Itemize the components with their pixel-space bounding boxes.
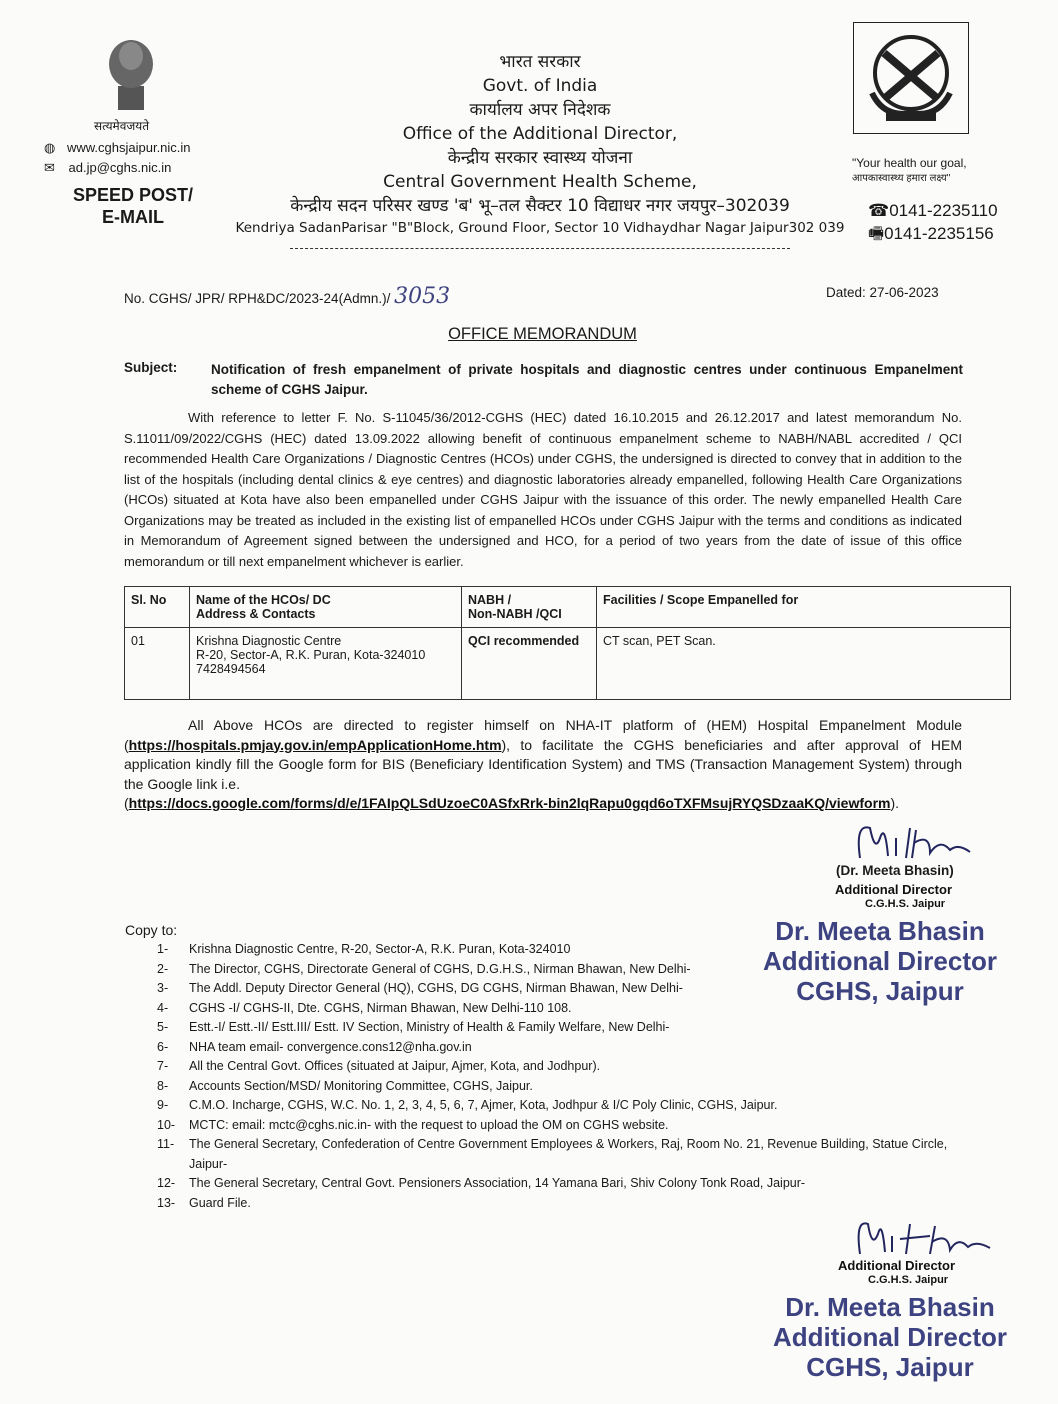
reference-number	[124, 284, 450, 309]
google-form-link[interactable]: https://docs.google.com/forms/d/e/1FAIpQLSdUzoeC0ASfxRrk-bin2lqRapu0gqd6oTXFMsujRYQSDzaaKQ/viewform	[128, 795, 891, 811]
fax-icon: 🖷	[868, 224, 885, 243]
item-number: 12-	[157, 1176, 176, 1190]
hem-link[interactable]: https://hospitals.pmjay.gov.in/empApplicationHome.htm	[128, 736, 502, 753]
cghs-logo-box	[853, 22, 969, 134]
stamp-line: Additional Director	[762, 946, 997, 976]
text: (	[124, 795, 129, 811]
copy-to-list	[157, 940, 963, 1213]
item-number: 7-	[157, 1059, 169, 1073]
copy-to-item	[157, 999, 963, 1019]
handwritten-signature	[830, 818, 980, 863]
col-name	[190, 587, 462, 628]
item-number: 11-	[157, 1137, 175, 1151]
official-stamp	[765, 1292, 1015, 1382]
letterhead-line: Govt. of India	[482, 76, 598, 96]
copy-to-item	[157, 979, 963, 999]
national-emblem-icon	[100, 36, 162, 114]
handwritten-number: 3053	[394, 284, 451, 309]
copy-to-item	[157, 1057, 963, 1077]
ref-text: No. CGHS/ JPR/ RPH&DC/2023-24(Admn.)/	[124, 291, 391, 306]
stamp-line: Dr. Meeta Bhasin	[785, 1292, 995, 1322]
item-number: 9-	[157, 1098, 169, 1112]
email-line	[44, 160, 171, 176]
signatory-name: (Dr. Meeta Bhasin)	[836, 863, 954, 878]
copy-to-item	[157, 1018, 963, 1038]
copy-to-item	[157, 960, 963, 980]
tagline-line: "Your health our goal,	[852, 156, 967, 170]
stamp-line: CGHS, Jaipur	[796, 976, 964, 1006]
hco-name: Krishna Diagnostic Centre	[196, 634, 342, 648]
item-number: 13-	[157, 1195, 176, 1210]
text: All Above HCOs are directed to register himself on NHA-IT platform of (HEM) Hospital Empanelment Module (	[124, 717, 962, 753]
letterhead-line: केन्द्रीय सदन परिसर खण्ड 'ब' भू–तल सैक्टर 10 विद्याधर नगर जयपुर–302039	[290, 196, 790, 216]
designation: Additional Director	[835, 882, 953, 897]
item-number: 5-	[157, 1020, 169, 1034]
item-number: 4-	[157, 1000, 169, 1015]
cell-facilities: CT scan, PET Scan.	[597, 628, 1011, 700]
item-text: Estt.-I/ Estt.-II/ Estt.III/ Estt. IV Section, Ministry of Health & Family Welfare, New Delhi-	[189, 1020, 670, 1034]
cell-sl: 01	[125, 628, 190, 700]
item-text: NHA team email- convergence.cons12@nha.gov.in	[189, 1039, 472, 1054]
stamp-line: Dr. Meeta Bhasin	[775, 916, 985, 946]
letterhead-line: केन्द्रीय सरकार स्वास्थ्य योजना	[447, 148, 633, 168]
envelope-icon: ✉	[44, 160, 55, 175]
letterhead	[230, 50, 850, 249]
signatory-designation	[838, 1258, 955, 1288]
email-link[interactable]: ad.jp@cghs.nic.in	[68, 160, 172, 175]
stamp-line: CGHS, Jaipur	[806, 1352, 974, 1382]
fax-number: 0141-2235156	[884, 224, 994, 243]
table-row	[125, 628, 1011, 700]
dispatch-line: E-MAIL	[102, 207, 164, 227]
dispatch-line: SPEED POST/	[72, 185, 194, 205]
globe-icon: ◍	[44, 140, 56, 155]
col-name-line: Name of the HCOs/ DC	[196, 593, 331, 607]
item-text: CGHS -I/ CGHS-II, Dte. CGHS, Nirman Bhawan, New Delhi-110 108.	[189, 1000, 572, 1015]
emblem-motto: सत्यमेवजयते	[94, 119, 150, 133]
phone-icon: ☎	[868, 201, 890, 220]
signatory-designation	[835, 882, 952, 912]
contacts	[868, 199, 998, 245]
item-text: The Addl. Deputy Director General (HQ), CGHS, DG CGHS, Nirman Bhawan, New Delhi-	[189, 981, 683, 995]
copy-to-item	[157, 1135, 963, 1174]
item-text: C.M.O. Incharge, CGHS, W.C. No. 1, 2, 3, 4, 5, 6, 7, Ajmer, Kota, Jodhpur & I/C Poly Clinic, CGHS, Jaipur.	[189, 1098, 778, 1112]
hco-address: R-20, Sector-A, R.K. Puran, Kota-324010	[196, 648, 426, 662]
letterhead-line: कार्यालय अपर निदेशक	[469, 100, 611, 120]
col-status-line: NABH /	[468, 593, 512, 607]
paragraph-registration	[124, 716, 962, 814]
office: C.G.H.S. Jaipur	[865, 898, 946, 910]
subject-label: Subject:	[124, 360, 178, 375]
item-number: 8-	[157, 1078, 169, 1093]
cghs-logo-icon	[854, 23, 968, 133]
col-status-line: Non-NABH /QCI	[468, 607, 562, 621]
col-name-line: Address & Contacts	[196, 607, 316, 621]
tagline-line: आपकास्वास्थ्य हमारा लक्ष्य"	[852, 173, 951, 184]
item-number: 10-	[157, 1117, 176, 1132]
date: Dated: 27-06-2023	[826, 285, 939, 300]
cell-name	[190, 628, 462, 700]
item-number: 3-	[157, 981, 169, 995]
copy-to-item	[157, 1174, 963, 1194]
item-text: Krishna Diagnostic Centre, R-20, Sector-A, R.K. Puran, Kota-324010	[189, 942, 571, 956]
item-number: 1-	[157, 942, 169, 956]
copy-to-item	[157, 1194, 963, 1214]
handwritten-signature	[840, 1214, 1000, 1259]
page-title: OFFICE MEMORANDUM	[448, 325, 637, 343]
col-facilities: Facilities / Scope Empanelled for	[597, 587, 1011, 628]
copy-to-item	[157, 940, 963, 960]
table-header-row	[125, 587, 1011, 628]
cell-status: QCI recommended	[462, 628, 597, 700]
letterhead-line: Kendriya SadanParisar "B"Block, Ground Floor, Sector 10 Vidhaydhar Nagar Jaipur302 039	[235, 220, 845, 236]
copy-to-item	[157, 1116, 963, 1136]
designation: Additional Director	[838, 1258, 956, 1273]
letterhead-line: Central Government Health Scheme,	[383, 172, 697, 192]
divider	[290, 248, 790, 249]
col-sl: Sl. No	[125, 587, 190, 628]
item-text: Guard File.	[189, 1195, 251, 1210]
text: ), to facilitate the CGHS beneficiaries and after approval of HEM application kindly fill the Google form for BIS (Beneficiary Identification System) and TMS (Transaction Management System) through the Google link i.e.	[124, 736, 962, 792]
item-text: All the Central Govt. Offices (situated at Jaipur, Ajmer, Kota, and Jodhpur).	[189, 1059, 601, 1073]
letterhead-line: भारत सरकार	[499, 52, 581, 72]
item-number: 6-	[157, 1039, 169, 1054]
item-text: Accounts Section/MSD/ Monitoring Committee, CGHS, Jaipur.	[189, 1078, 533, 1093]
copy-to-item	[157, 1077, 963, 1097]
website-line	[44, 140, 191, 156]
phone-number: 0141-2235110	[889, 201, 998, 220]
office: C.G.H.S. Jaipur	[868, 1274, 949, 1286]
paragraph-reference: With reference to letter F. No. S-11045/36/2012-CGHS (HEC) dated 16.10.2015 and 26.12.2017 and latest memorandum No. S.11011/09/2022/CGHS (HEC) dated 13.09.2022 allowing benefit of continuous empanelment scheme to NABH/NABL accredited / QCI recommended Health Care Organizations / Diagnostic Centres (HCOs) under CGHS, the undersigned is directed to convey that in addition to the list of the hospitals (including dental clinics & eye centres) and diagnostic laboratories already empanelled, following Health Care Organizations (HCOs) situated at Kota have also been empanelled under CGHS Jaipur with the issuance of this order. The newly empanelled Health Care Organizations may be treated as included in the existing list of empanelled HCOs under CGHS Jaipur with the terms and conditions as indicated in Memorandum of Agreement signed between the undersigned and HCO, for a period of two years from the date of issue of this office memorandum or till next empanelment whichever is earlier.	[124, 410, 962, 569]
item-text: The Director, CGHS, Directorate General of CGHS, D.G.H.S., Nirman Bhawan, New Delhi-	[189, 961, 691, 976]
item-number: 2-	[157, 961, 169, 976]
dispatch-mode	[58, 184, 208, 228]
hco-contact: 7428494564	[196, 662, 266, 676]
text: ).	[890, 795, 900, 811]
item-text: The General Secretary, Confederation of Centre Government Employees & Workers, Raj, Room No. 21, Revenue Building, Statue Circle, Jaipur-	[189, 1137, 948, 1171]
website-link[interactable]: www.cghsjaipur.nic.in	[66, 140, 191, 155]
hco-table	[124, 586, 1011, 700]
tagline	[852, 155, 967, 187]
col-status	[462, 587, 597, 628]
item-text: MCTC: email: mctc@cghs.nic.in- with the request to upload the OM on CGHS website.	[189, 1117, 669, 1132]
copy-to-item	[157, 1096, 963, 1116]
subject-text: Notification of fresh empanelment of private hospitals and diagnostic centres under continuous Empanelment scheme of CGHS Jaipur.	[211, 362, 963, 397]
copy-to-label: Copy to:	[125, 922, 178, 938]
copy-to-item	[157, 1038, 963, 1058]
letterhead-line: Office of the Additional Director,	[402, 124, 678, 144]
item-text: The General Secretary, Central Govt. Pensioners Association, 14 Yamana Bari, Shiv Colony Tonk Road, Jaipur-	[189, 1176, 806, 1190]
stamp-line: Additional Director	[772, 1322, 1007, 1352]
